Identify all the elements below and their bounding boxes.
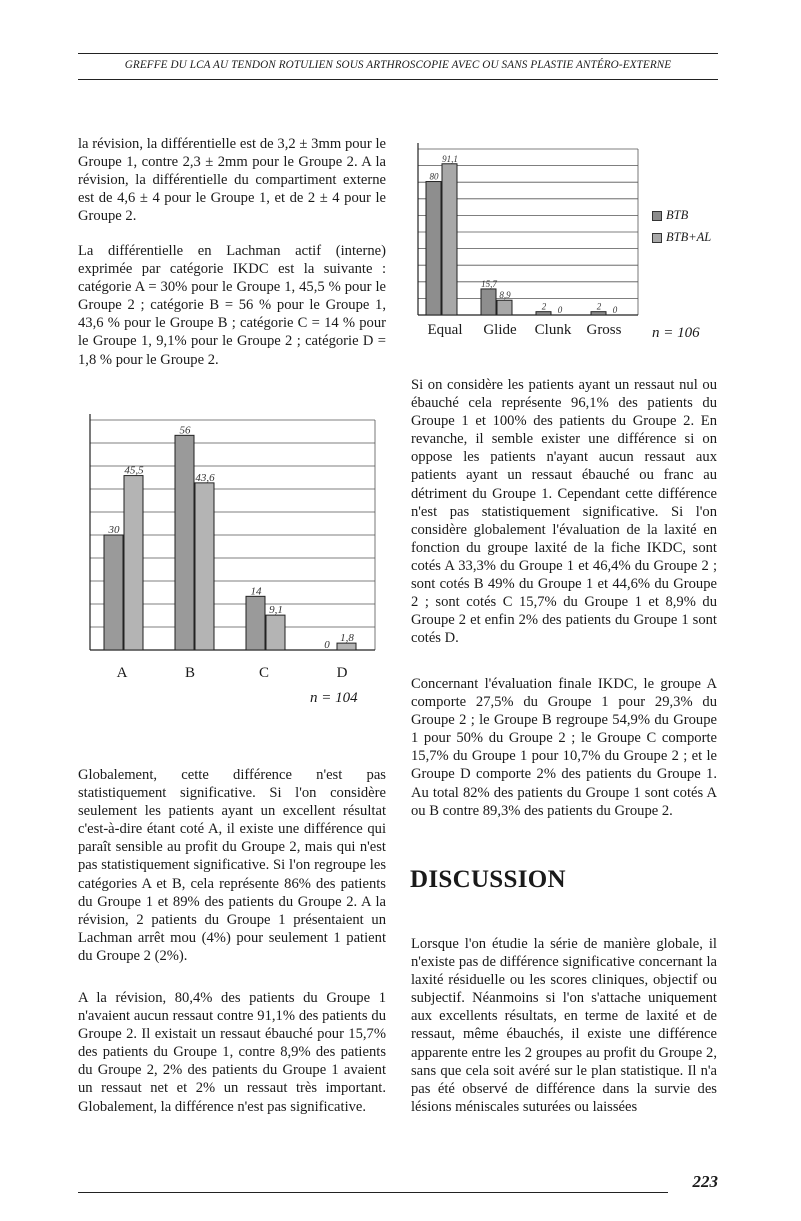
chart2-category-equal: Equal xyxy=(427,322,463,338)
data-label-gross-series-1: 2 xyxy=(596,301,602,312)
left-paragraph-2: La différentielle en Lachman actif (interne) exprimée par catégorie IKDC est la suivante : catégorie A = 30% pour le Groupe 1, 45,5 % pour le Groupe 2 ; catégorie B = 56 % pour le Groupe 1, 43,6 % pour le Groupe B ; catégorie C = 14 % pour le Groupe 1, 9,1% pour le Groupe 2 ; catégorie D = 1,8 % pour le Groupe 2. xyxy=(78,243,386,368)
legend-label-btb: BTB xyxy=(666,208,689,222)
left-paragraph-3: Globalement, cette différence n'est pas statistiquement significative. Si l'on considère seulement les patients ayant un excellent résultat c'est-à-dire étant coté A, il existe une différence qui paraît sensible au profit du Groupe 2, mais qui n'est pas statistiquement significative. Si l'on regroupe les catégories A et B, cela représente 86% des patients du Groupe 1 et 89% des patients du Groupe 2. A la révision, 2 patients du Groupe 1 présentaient un Lachman arrêt mou (4%) pour seulement 1 patient du Groupe 2 (2%). xyxy=(78,767,386,964)
data-label-clunk-series-2: 0 xyxy=(557,305,563,315)
header-bottom-rule xyxy=(78,79,718,80)
data-label-glide-series-2: 8,9 xyxy=(499,290,511,301)
footer-rule xyxy=(78,1192,668,1193)
chart1-category-b: B xyxy=(184,665,195,681)
chart1-category-c: C xyxy=(258,665,269,681)
data-label-d-series-2: 1,8 xyxy=(340,632,354,645)
data-label-equal-series-2: 91,1 xyxy=(442,153,458,164)
bar-glide-series-1 xyxy=(481,289,496,315)
bar-b-series-1 xyxy=(175,435,194,650)
data-label-c-series-2: 9,1 xyxy=(269,604,283,617)
legend-swatch-btb xyxy=(652,211,662,221)
page-number: 223 xyxy=(692,1172,718,1191)
data-label-a-series-2: 45,5 xyxy=(124,464,144,477)
chart1-sample-size: n = 104 xyxy=(310,690,358,706)
chart1-category-d: D xyxy=(336,665,348,681)
bar-gross-series-1 xyxy=(591,312,606,315)
bar-a-series-2 xyxy=(124,476,143,650)
bar-clunk-series-1 xyxy=(536,312,551,315)
chart1-category-a: A xyxy=(116,665,128,681)
left-paragraph-4: A la révision, 80,4% des patients du Groupe 1 n'avaient aucun ressaut contre 91,1% des patients du Groupe 2. Il existait un ressaut ébauché pour 15,7% des patients du Groupe 1, contre 8,9% des patients du Groupe 2, 2% des patients du Groupe 1 avaient un ressaut net et 2% un ressaut très important. Globalement, la différence n'est pas significative. xyxy=(78,990,386,1115)
chart-lachman-ikdc xyxy=(80,412,380,662)
legend-label-btb-al: BTB+AL xyxy=(666,230,712,244)
chart2-legend-btb xyxy=(652,208,688,223)
chart-pivot-shift xyxy=(410,135,642,320)
data-label-a-series-1: 30 xyxy=(108,524,120,536)
header-top-rule xyxy=(78,53,718,54)
bar-equal-series-2 xyxy=(442,164,457,315)
bar-c-series-1 xyxy=(246,596,265,650)
chart2-sample-size: n = 106 xyxy=(652,325,700,341)
data-label-c-series-1: 14 xyxy=(250,585,262,598)
bar-equal-series-1 xyxy=(426,182,441,315)
running-header: GREFFE DU LCA AU TENDON ROTULIEN SOUS ARTHROSCOPIE AVEC OU SANS PLASTIE ANTÉRO-EXTERNE xyxy=(124,59,672,71)
left-paragraph-1: la révision, la différentielle est de 3,2 ± 3mm pour le Groupe 1, contre 2,3 ± 2mm pour le Groupe 2. A la révision, la différentielle du compartiment externe est de 4,6 ± 4 pour le Groupe 1, et de 2 ± 4 pour le Groupe 2. xyxy=(78,136,386,225)
data-label-b-series-2: 43,6 xyxy=(195,471,215,484)
section-heading-discussion: DISCUSSION xyxy=(410,866,566,893)
chart2-category-glide: Glide xyxy=(483,322,517,338)
legend-swatch-btb-al xyxy=(652,233,662,243)
chart2-category-gross: Gross xyxy=(586,322,622,338)
right-paragraph-3: Lorsque l'on étudie la série de manière globale, il n'existe pas de différence significative concernant la laxité résiduelle ou les scores cliniques, objectif ou subjectif. Néanmoins si l'on s'attache uniquement aux excellents résultats, en terme de laxité et de ressaut, même ébauchés, il existe une différence apparente entre les 2 groupes au profit du Groupe 2, sans que cela soit avéré sur le plan statistique. Il n'a pas été observé de différence dans la survie des lésions méniscales suturées ou laissées xyxy=(411,936,717,1115)
bar-glide-series-2 xyxy=(497,300,512,315)
bar-b-series-2 xyxy=(195,483,214,650)
bar-a-series-1 xyxy=(104,535,123,650)
right-paragraph-2: Concernant l'évaluation finale IKDC, le groupe A comporte 27,5% du Groupe 1 pour 29,3% du Groupe 2 ; le Groupe B regroupe 54,9% du Groupe 1 pour 50% du Groupe 2 ; le Groupe C comporte 15,7% du Groupe 1 pour 10,7% du Groupe 2 ; et le Groupe D comporte 2% des patients du Groupe 1. Au total 82% des patients du Groupe 1 sont cotés A ou B contre 89,3% des patients du Groupe 2. xyxy=(411,676,717,819)
data-label-glide-series-1: 15,7 xyxy=(481,278,497,289)
chart2-category-clunk: Clunk xyxy=(534,322,572,338)
bar-c-series-2 xyxy=(266,615,285,650)
bar-d-series-2 xyxy=(337,643,356,650)
data-label-gross-series-2: 0 xyxy=(612,305,618,315)
right-paragraph-1: Si on considère les patients ayant un ressaut nul ou ébauché cela représente 96,1% des patients du Groupe 1 et 100% des patients du Groupe 2. En revanche, il semble exister une différence si on oppose les patients n'ayant aucun ressaut aux patients ayant un ressaut ébauché ou franc au détriment du Groupe 1. Cependant cette différence n'est pas statistiquement significative. Si l'on considère globalement l'évaluation de la laxité en fonction du groupe laxité de la fiche IKDC, sont cotés A 33,3% du Groupe 1 et 46,4% du Groupe 2 ; sont cotés B 49% du Groupe 1 et 44,6% du Groupe 2 ; sont cotés C 15,7% du Groupe 1 et 8,9% du Groupe 2 et enfin 2% des patients du Groupe 1 sont cotés D. xyxy=(411,377,717,647)
data-label-d-series-1: 0 xyxy=(324,639,330,651)
data-label-equal-series-1: 80 xyxy=(429,171,439,182)
chart2-legend-btb-al xyxy=(652,230,711,245)
data-label-b-series-1: 56 xyxy=(179,424,191,437)
data-label-clunk-series-1: 2 xyxy=(541,301,547,312)
